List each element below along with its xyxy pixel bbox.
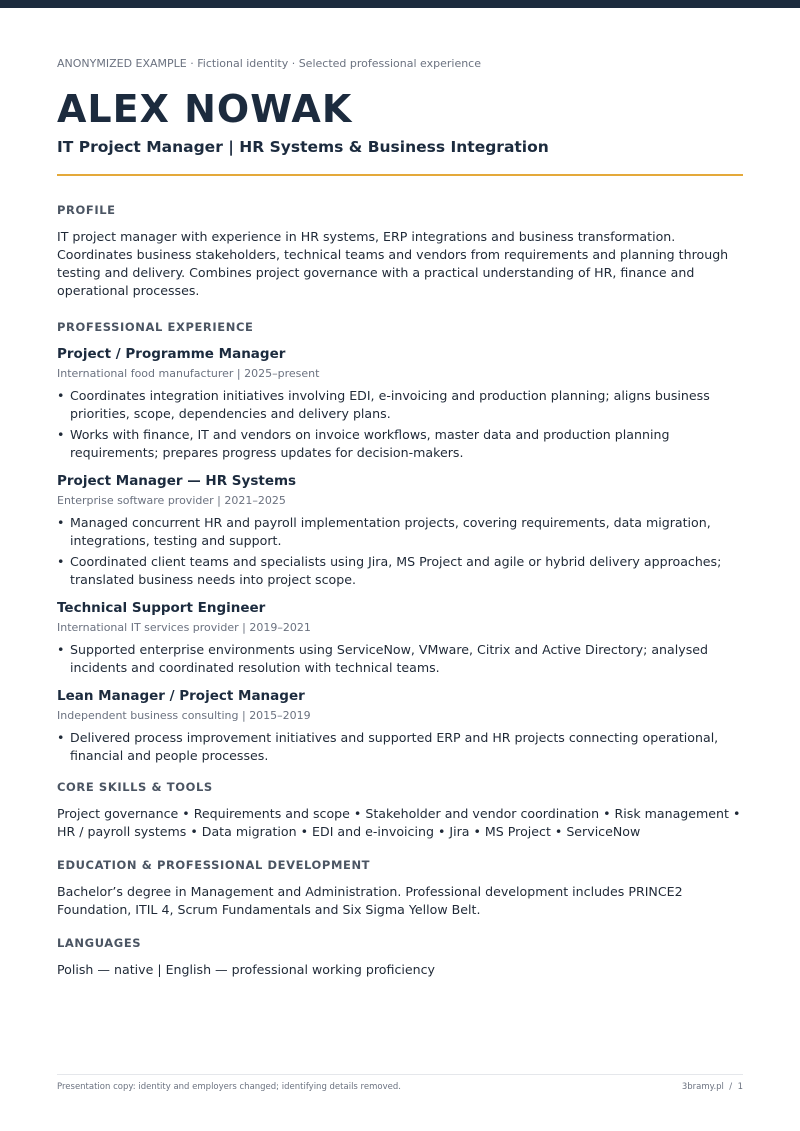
- job-bullets: [57, 641, 743, 677]
- candidate-name: ALEX NOWAK: [57, 87, 353, 131]
- education-text: Bachelor’s degree in Management and Administration. Professional development includes PRINCE2 Foundation, ITIL 4, Scrum Fundamentals and Six Sigma Yellow Belt.: [57, 884, 683, 917]
- job-meta: International IT services provider | 2019–2021: [57, 621, 311, 634]
- top-accent-bar: [0, 0, 800, 8]
- profile-text: IT project manager with experience in HR systems, ERP integrations and business transformation. Coordinates business stakeholders, technical teams and vendors from requirements and planning through testing and delivery. Combines project governance with a practical understanding of HR, finance and operational processes.: [57, 229, 729, 298]
- job-meta: Enterprise software provider | 2021–2025: [57, 494, 286, 507]
- job-entry: [57, 472, 743, 589]
- footer-note: Presentation copy: identity and employers changed; identifying details removed.: [57, 1082, 401, 1092]
- job-bullet: • Coordinated client teams and specialists using Jira, MS Project and agile or hybrid delivery approaches; translated business needs into project scope.: [57, 554, 722, 587]
- header-divider: [57, 174, 743, 176]
- job-bullet: • Managed concurrent HR and payroll implementation projects, covering requirements, data migration, integrations, testing and support.: [57, 515, 711, 548]
- job-bullets: [57, 729, 743, 765]
- job-title: Technical Support Engineer: [57, 600, 266, 616]
- section-title-profile: PROFILE: [57, 203, 116, 217]
- section-title-education: EDUCATION & PROFESSIONAL DEVELOPMENT: [57, 858, 371, 872]
- job-bullet: • Works with finance, IT and vendors on invoice workflows, master data and production planning requirements; prepares progress updates for decision-makers.: [57, 427, 670, 460]
- job-entry: [57, 345, 743, 462]
- resume-page: [57, 56, 743, 979]
- candidate-headline: IT Project Manager | HR Systems & Business Integration: [57, 138, 549, 156]
- job-title: Project Manager — HR Systems: [57, 473, 297, 489]
- job-bullets: [57, 514, 743, 589]
- profile-section: [57, 202, 743, 300]
- footer-page-info: 3bramy.pl / 1: [681, 1082, 743, 1092]
- skills-section: [57, 779, 743, 841]
- languages-text: Polish — native | English — professional working proficiency: [57, 962, 435, 977]
- job-meta: Independent business consulting | 2015–2019: [57, 709, 311, 722]
- job-title: Project / Programme Manager: [57, 346, 286, 362]
- job-bullet: • Coordinates integration initiatives involving EDI, e-invoicing and production planning; aligns business priorities, scope, dependencies and delivery plans.: [57, 388, 710, 421]
- section-title-experience: PROFESSIONAL EXPERIENCE: [57, 320, 254, 334]
- meta-line: ANONYMIZED EXAMPLE · Fictional identity · Selected professional experience: [57, 57, 481, 70]
- job-meta: International food manufacturer | 2025–present: [57, 367, 320, 380]
- education-section: [57, 857, 743, 919]
- page-footer: [57, 1074, 743, 1093]
- section-title-skills: CORE SKILLS & TOOLS: [57, 780, 213, 794]
- job-bullets: [57, 387, 743, 462]
- job-entry: [57, 687, 743, 765]
- job-entry: [57, 599, 743, 677]
- job-title: Lean Manager / Project Manager: [57, 688, 305, 704]
- section-title-languages: LANGUAGES: [57, 936, 142, 950]
- skills-text: Project governance • Requirements and scope • Stakeholder and vendor coordination • Risk management • HR / payroll systems • Data migration • EDI and e-invoicing • Jira • MS Project • ServiceNow: [57, 806, 741, 839]
- languages-section: [57, 935, 743, 979]
- experience-section: [57, 319, 743, 765]
- job-bullet: • Supported enterprise environments using ServiceNow, VMware, Citrix and Active Directory; analysed incidents and coordinated resolution with technical teams.: [57, 642, 709, 675]
- job-bullet: • Delivered process improvement initiatives and supported ERP and HR projects connecting operational, financial and people processes.: [57, 730, 719, 763]
